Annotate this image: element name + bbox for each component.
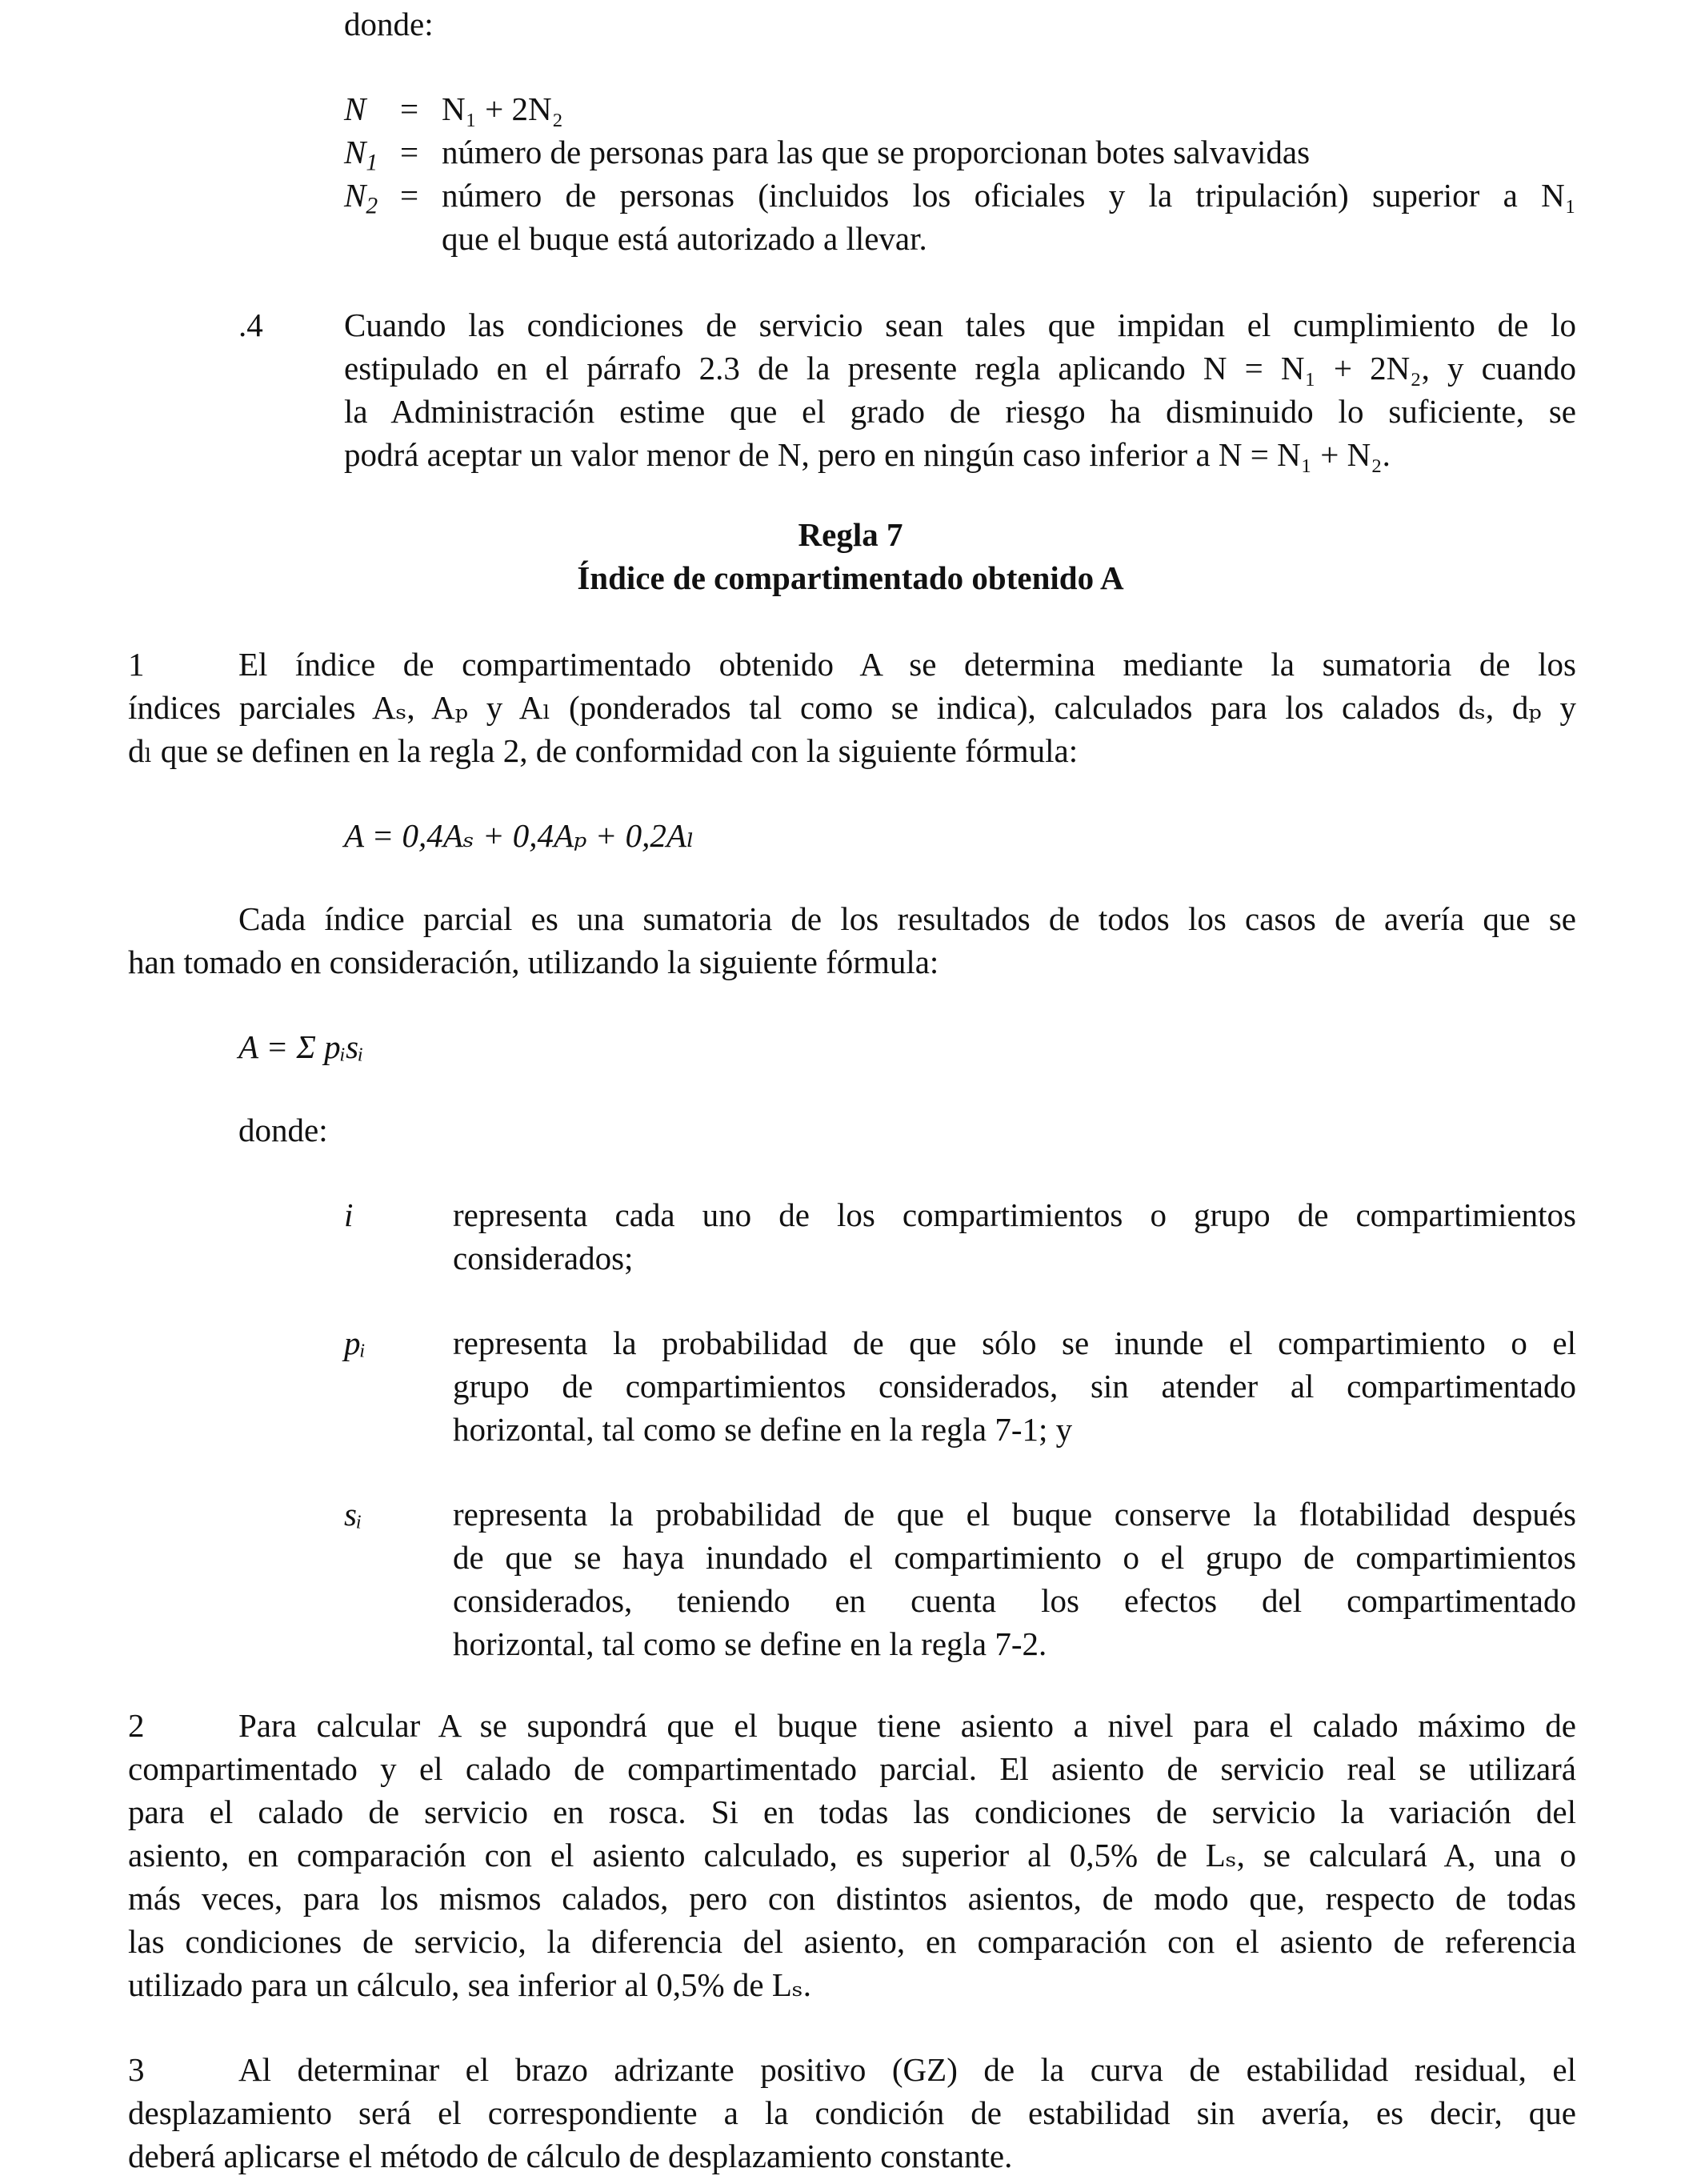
def-i-line: considerados; bbox=[453, 1240, 634, 1276]
formula-sum: A = Σ pᵢsᵢ bbox=[238, 1028, 364, 1065]
def-si-line: considerados, teniendo en cuenta los efectos del compartimentado bbox=[453, 1582, 1576, 1619]
def-symbol-n: N bbox=[344, 90, 366, 127]
heading-regla: Regla 7 bbox=[798, 516, 903, 553]
def-symbol-pi: pᵢ bbox=[344, 1324, 366, 1361]
para2-line: para el calado de servicio en rosca. Si en todas las condiciones de servicio la variación del bbox=[128, 1793, 1576, 1830]
def-symbol-n1: $N_1$ bbox=[344, 134, 378, 176]
formula-weighted: A = 0,4Aₛ + 0,4Aₚ + 0,2Aₗ bbox=[344, 817, 694, 854]
para1-line: dₗ que se definen en la regla 2, de conformidad con la siguiente fórmula: bbox=[128, 732, 1079, 769]
def-text-n: N₁ + 2N₂ bbox=[442, 90, 563, 127]
para3-line: deberá aplicarse el método de cálculo de desplazamiento constante. bbox=[128, 2138, 1013, 2174]
item4-number: .4 bbox=[238, 307, 263, 343]
heading-title: Índice de compartimentado obtenido A bbox=[577, 559, 1124, 596]
item4-line: estipulado en el párrafo 2.3 de la presente regla aplicando N = N₁ + 2N₂, y cuando bbox=[344, 350, 1576, 387]
para2-line: las condiciones de servicio, la diferencia del asiento, en comparación con el asiento de referencia bbox=[128, 1923, 1576, 1960]
para2-line: asiento, en comparación con el asiento calculado, es superior al 0,5% de Lₛ, se calculará A, una o bbox=[128, 1837, 1576, 1873]
item4-line: Cuando las condiciones de servicio sean tales que impidan el cumplimiento de lo bbox=[344, 307, 1576, 343]
para2-line: utilizado para un cálculo, sea inferior al 0,5% de Lₛ. bbox=[128, 1966, 811, 2003]
para1-cada-line: han tomado en consideración, utilizando la siguiente fórmula: bbox=[128, 944, 939, 980]
def-pi-line: horizontal, tal como se define en la regla 7-1; y bbox=[453, 1411, 1073, 1448]
donde-label-top: donde: bbox=[344, 6, 434, 42]
donde-label: donde: bbox=[238, 1112, 328, 1148]
def-symbol-n2: $N_2$ bbox=[344, 177, 378, 219]
def-eq-n1: = bbox=[400, 134, 419, 170]
def-i-line: representa cada uno de los compartimientos o grupo de compartimientos bbox=[453, 1196, 1576, 1233]
def-si-line: horizontal, tal como se define en la regla 7-2. bbox=[453, 1625, 1047, 1662]
para1-cada-line: Cada índice parcial es una sumatoria de los resultados de todos los casos de avería que se bbox=[238, 900, 1576, 937]
def-text-n2-cont: que el buque está autorizado a llevar. bbox=[442, 220, 927, 257]
para3-line: Al determinar el brazo adrizante positivo (GZ) de la curva de estabilidad residual, el bbox=[238, 2051, 1576, 2088]
item4-line: podrá aceptar un valor menor de N, pero en ningún caso inferior a N = N₁ + N₂. bbox=[344, 436, 1391, 473]
def-si-line: representa la probabilidad de que el buque conserve la flotabilidad después bbox=[453, 1496, 1576, 1533]
item4-line: la Administración estime que el grado de riesgo ha disminuido lo suficiente, se bbox=[344, 393, 1576, 430]
para3-line: desplazamiento será el correspondiente a la condición de estabilidad sin avería, es decir, que bbox=[128, 2094, 1576, 2131]
para1-line: El índice de compartimentado obtenido A se determina mediante la sumatoria de los bbox=[238, 646, 1576, 683]
para2-line: más veces, para los mismos calados, pero con distintos asientos, de modo que, respecto de todas bbox=[128, 1880, 1576, 1917]
para2-number: 2 bbox=[128, 1707, 145, 1744]
def-text-n2: número de personas (incluidos los oficiales y la tripulación) superior a N₁ bbox=[442, 177, 1576, 214]
def-symbol-si: sᵢ bbox=[344, 1496, 362, 1533]
def-pi-line: grupo de compartimientos considerados, sin atender al compartimentado bbox=[453, 1368, 1576, 1405]
para2-line: Para calcular A se supondrá que el buque tiene asiento a nivel para el calado máximo de bbox=[238, 1707, 1576, 1744]
def-text-n1: número de personas para las que se proporcionan botes salvavidas bbox=[442, 134, 1311, 170]
def-symbol-i: i bbox=[344, 1196, 354, 1233]
para2-line: compartimentado y el calado de compartimentado parcial. El asiento de servicio real se utilizará bbox=[128, 1750, 1576, 1787]
def-si-line: de que se haya inundado el compartimiento o el grupo de compartimientos bbox=[453, 1539, 1576, 1576]
def-eq-n2: = bbox=[400, 177, 419, 214]
def-eq-n: = bbox=[400, 90, 419, 127]
para1-line: índices parciales Aₛ, Aₚ y Aₗ (ponderados tal como se indica), calculados para los calados dₛ, dₚ y bbox=[128, 689, 1576, 726]
para1-number: 1 bbox=[128, 646, 145, 683]
para3-number: 3 bbox=[128, 2051, 145, 2088]
def-pi-line: representa la probabilidad de que sólo se inunde el compartimiento o el bbox=[453, 1324, 1576, 1361]
